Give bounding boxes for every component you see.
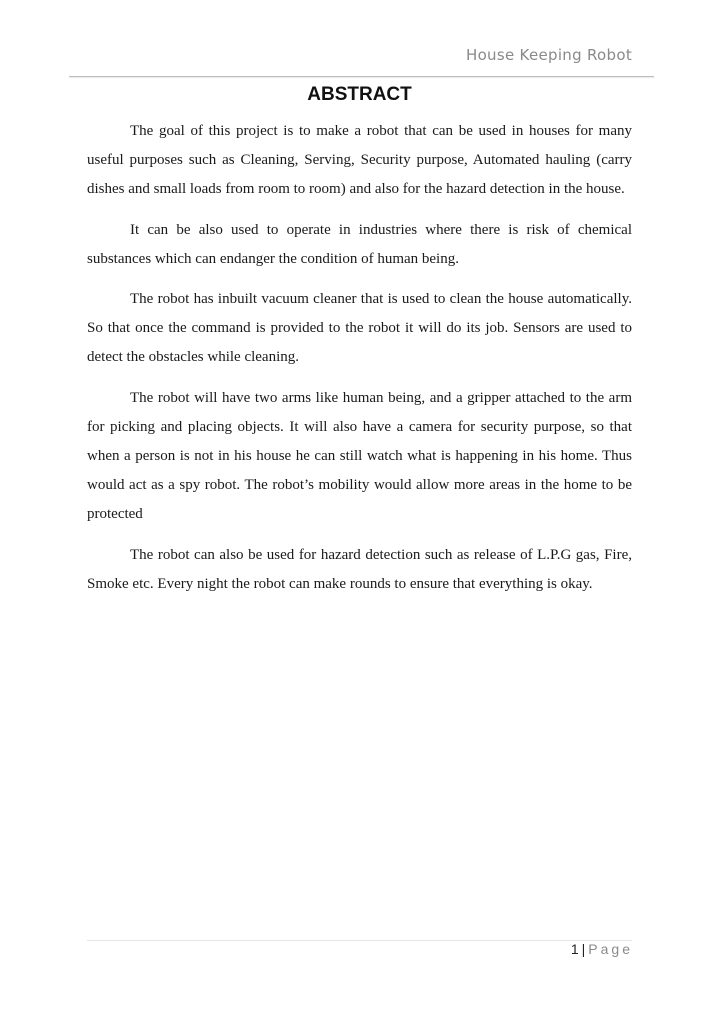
header-divider	[69, 76, 654, 77]
abstract-body	[87, 117, 632, 610]
paragraph: The goal of this project is to make a robot that can be used in houses for many useful purposes such as Cleaning, Serving, Security purpose, Automated hauling (carry dishes and small loads from room to room) and also for the hazard detection in the house.	[87, 123, 632, 198]
page-number: 1	[570, 941, 579, 957]
paragraph: It can be also used to operate in industries where there is risk of chemical substances which can endanger the condition of human being.	[87, 221, 632, 267]
page-label: Page	[588, 941, 633, 957]
paragraph: The robot has inbuilt vacuum cleaner that is used to clean the house automatically. So that once the command is provided to the robot it will do its job. Sensors are used to detect the obstacles while cleaning.	[87, 291, 632, 366]
document-title: ABSTRACT	[307, 84, 412, 105]
running-header: House Keeping Robot	[465, 46, 632, 64]
page-footer	[571, 941, 633, 957]
footer-divider	[87, 940, 632, 941]
paragraph: The robot can also be used for hazard detection such as release of L.P.G gas, Fire, Smoke etc. Every night the robot can make rounds to ensure that everything is okay.	[87, 546, 632, 592]
paragraph: The robot will have two arms like human being, and a gripper attached to the arm for picking and placing objects. It will also have a camera for security purpose, so that when a person is not in his house he can still watch what is happening in his home. Thus would act as a spy robot. The robot’s mobility would allow more areas in the home to be protected	[87, 389, 632, 523]
page-separator: |	[581, 941, 586, 957]
